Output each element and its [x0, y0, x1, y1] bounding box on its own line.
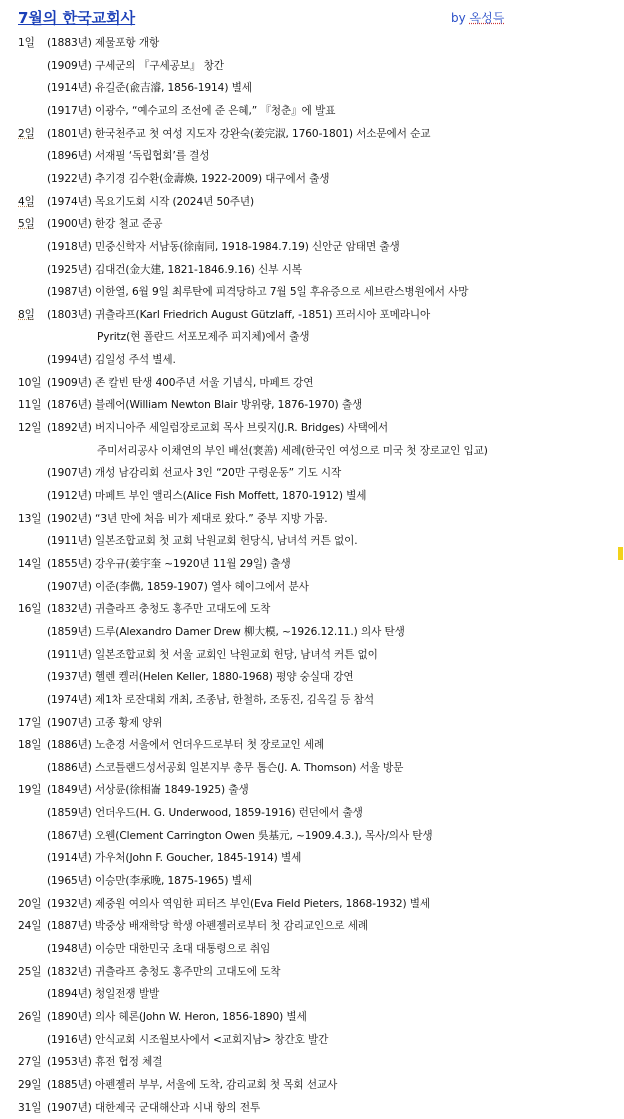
entry-day: 31일	[18, 1101, 42, 1114]
timeline-entry	[0, 485, 624, 507]
timeline-entry	[0, 259, 624, 281]
timeline-entry	[0, 734, 624, 756]
timeline-entry	[0, 281, 624, 303]
entry-text: (1894년) 청일전쟁 발발	[47, 988, 160, 1001]
entry-day: 12일	[18, 422, 42, 435]
timeline-entry	[0, 372, 624, 394]
timeline-entry	[0, 915, 624, 937]
entry-day: 1일	[18, 37, 35, 49]
timeline-entry	[0, 417, 624, 439]
timeline-entry	[0, 32, 624, 54]
entry-text: (1914년) 가우처(John F. Goucher, 1845-1914) 별세	[47, 852, 302, 865]
entry-text: (1937년) 헬렌 켈러(Helen Keller, 1880-1968) 평양 숭실대 강연	[47, 671, 354, 684]
entry-text: (1907년) 이준(李儁, 1859-1907) 열사 헤이그에서 분사	[47, 580, 309, 593]
entry-day: 29일	[18, 1078, 42, 1091]
timeline-entry	[0, 666, 624, 688]
entry-day: 13일	[18, 512, 42, 525]
entry-text: (1914년) 유길준(兪吉濬, 1856-1914) 별세	[47, 82, 252, 95]
entry-text: (1917년) 이광수, “예수교의 조선에 준 은혜,” 『청춘』에 발표	[47, 104, 336, 117]
entry-text: (1859년) 드루(Alexandro Damer Drew 柳大模, ~1926.12.11.) 의사 탄생	[47, 625, 405, 638]
timeline-entry	[0, 326, 624, 348]
page-title: 7월의 한국교회사	[18, 9, 136, 27]
entry-text: (1965년) 이승만(李承晚, 1875-1965) 별세	[47, 875, 252, 888]
entry-day: 26일	[18, 1010, 42, 1023]
timeline-entry	[0, 938, 624, 960]
entry-text: (1916년) 안식교회 시조월보사에서 <교회지남> 창간호 발간	[47, 1033, 329, 1046]
timeline-entry	[0, 304, 624, 326]
entry-text: (1885년) 아펜젤러 부부, 서울에 도착, 감리교회 첫 목회 선교사	[47, 1078, 338, 1091]
entry-text: (1907년) 대한제국 군대해산과 시내 항의 전투	[47, 1101, 261, 1114]
entry-text: (1974년) 목요기도회 시작 (2024년 50주년)	[47, 195, 255, 208]
entry-text: (1849년) 서상륜(徐相崙 1849-1925) 출생	[47, 784, 249, 797]
timeline-entry	[0, 1051, 624, 1073]
entry-text: (1876년) 블레어(William Newton Blair 방위량, 1876-1970) 출생	[47, 399, 363, 412]
entry-text: (1911년) 일본조합교회 첫 서울 교회인 낙원교회 헌당, 남녀석 커튼 없이	[47, 648, 378, 661]
entry-day: 27일	[18, 1056, 42, 1069]
entry-day: 2일	[18, 127, 35, 140]
timeline-entry	[0, 530, 624, 552]
timeline-entry	[0, 213, 624, 235]
timeline-entry	[0, 349, 624, 371]
timeline-entry	[0, 598, 624, 620]
timeline-entry	[0, 802, 624, 824]
entry-day: 25일	[18, 965, 42, 978]
entry-text: (1911년) 일본조합교회 첫 교회 낙원교회 헌당식, 남녀석 커튼 없이.	[47, 535, 358, 548]
timeline-entry	[0, 825, 624, 847]
entry-text: (1832년) 귀츨라프 충청도 홍주만의 고대도에 도착	[47, 965, 281, 978]
timeline-entry	[0, 508, 624, 530]
timeline-entry	[0, 961, 624, 983]
entry-text: Pyritz(현 폴란드 서포모제주 피지체)에서 출생	[97, 331, 310, 344]
timeline-entry	[0, 236, 624, 258]
timeline-entry	[0, 440, 624, 462]
entry-text: (1859년) 언더우드(H. G. Underwood, 1859-1916) 런던에서 출생	[47, 807, 363, 820]
entry-text: (1803년) 귀츨라프(Karl Friedrich August Gützlaff, -1851) 프러시아 포메라니아	[47, 308, 431, 321]
entry-day: 11일	[18, 399, 42, 412]
entry-day: 4일	[18, 195, 35, 208]
entry-day: 19일	[18, 784, 42, 797]
entry-text: (1883년) 제물포항 개항	[47, 37, 160, 49]
timeline-entry	[0, 779, 624, 801]
entry-day: 8일	[18, 308, 35, 321]
entry-text: (1900년) 한강 철교 준공	[47, 218, 163, 231]
timeline-entry	[0, 644, 624, 666]
timeline-entry	[0, 689, 624, 711]
timeline-entry	[0, 55, 624, 77]
entry-day: 20일	[18, 897, 42, 910]
entry-text: (1896년) 서재필 ‘독립협회’를 결성	[47, 150, 210, 163]
entry-text: (1925년) 김대건(金大建, 1821-1846.9.16) 신부 시복	[47, 263, 302, 276]
entry-text: (1912년) 마페트 부인 앨리스(Alice Fish Moffett, 1870-1912) 별세	[47, 490, 367, 502]
timeline-entry	[0, 893, 624, 915]
entry-text: (1801년) 한국천주교 첫 여성 지도자 강완숙(姜完淑, 1760-1801) 서소문에서 순교	[47, 127, 431, 140]
entry-day: 10일	[18, 376, 42, 389]
timeline-entry	[0, 576, 624, 598]
timeline-entry	[0, 123, 624, 145]
entry-text: (1994년) 김일성 주석 별세.	[47, 354, 176, 367]
entry-text: (1953년) 휴전 협정 체결	[47, 1056, 163, 1069]
entry-text: (1832년) 귀츨라프 충청도 홍주만 고대도에 도착	[47, 603, 271, 616]
timeline-entry	[0, 757, 624, 779]
timeline-entry	[0, 1029, 624, 1051]
timeline-entry	[0, 100, 624, 122]
yellow-edge-marker	[618, 547, 623, 560]
entry-text: (1907년) 고종 황제 양위	[47, 716, 163, 729]
byline-prefix: by	[451, 11, 466, 25]
timeline-entry	[0, 870, 624, 892]
timeline-entry	[0, 847, 624, 869]
entry-text: (1886년) 스코틀랜드성서공회 일본지부 총무 톰슨(J. A. Thomson) 서울 방문	[47, 761, 404, 774]
timeline-entry	[0, 394, 624, 416]
entry-text: 주미서리공사 이채연의 부인 배선(裵善) 세례(한국인 여성으로 미국 첫 장로교인 입교)	[97, 444, 488, 457]
timeline-entry	[0, 77, 624, 99]
entry-text: (1892년) 버지니아주 세일럼장로교회 목사 브릿지(J.R. Bridges) 사택에서	[47, 422, 389, 435]
entry-text: (1887년) 박중상 배재학당 학생 아펜젤러로부터 첫 감리교인으로 세례	[47, 920, 368, 933]
timeline-entry	[0, 621, 624, 643]
entry-text: (1987년) 이한열, 6월 9일 최루탄에 피격당하고 7월 5일 후유증으로 세브란스병원에서 사망	[47, 286, 469, 299]
timeline-entry	[0, 462, 624, 484]
entry-day: 24일	[18, 920, 42, 933]
timeline-entry	[0, 1074, 624, 1096]
entry-text: (1922년) 추기경 김수환(金壽煥, 1922-2009) 대구에서 출생	[47, 172, 330, 185]
entry-text: (1974년) 제1차 로잔대회 개최, 조종남, 한철하, 조동진, 김옥길 등 참석	[47, 693, 374, 706]
entry-text: (1907년) 개성 남감리회 선교사 3인 “20만 구령운동” 기도 시작	[47, 467, 342, 480]
author-name: 옥성득	[469, 11, 505, 25]
timeline-entry	[0, 712, 624, 734]
entry-text: (1932년) 제중원 여의사 역임한 피터즈 부인(Eva Field Pieters, 1868-1932) 별세	[47, 897, 431, 910]
entry-text: (1948년) 이승만 대한민국 초대 대통령으로 취임	[47, 943, 271, 955]
entry-text: (1890년) 의사 헤론(John W. Heron, 1856-1890) 별세	[47, 1010, 307, 1023]
entry-text: (1918년) 민중신학자 서남동(徐南同, 1918-1984.7.19) 신안군 암태면 출생	[47, 240, 400, 253]
timeline-entry	[0, 1097, 624, 1119]
entry-text: (1886년) 노춘경 서울에서 언더우드로부터 첫 장로교인 세례	[47, 739, 325, 752]
entry-text: (1909년) 존 칼빈 탄생 400주년 서울 기념식, 마페트 강연	[47, 376, 314, 389]
timeline-entry	[0, 145, 624, 167]
timeline-entry	[0, 191, 624, 213]
timeline-entry	[0, 168, 624, 190]
timeline-entry	[0, 553, 624, 575]
timeline-entry	[0, 983, 624, 1005]
entry-day: 5일	[18, 218, 35, 231]
entry-day: 17일	[18, 716, 42, 729]
entry-text: (1902년) “3년 만에 처음 비가 제대로 왔다.” 중부 지방 가뭄.	[47, 512, 328, 525]
entry-day: 18일	[18, 739, 42, 752]
entry-text: (1909년) 구세군의 『구세공보』 창간	[47, 59, 224, 72]
entry-day: 16일	[18, 603, 42, 616]
timeline-entry	[0, 1006, 624, 1028]
entry-text: (1867년) 오웬(Clement Carrington Owen 吳基元, ~1909.4.3.), 목사/의사 탄생	[47, 829, 433, 842]
entry-text: (1855년) 강우규(姜宇奎 ~1920년 11월 29일) 출생	[47, 557, 291, 570]
entry-day: 14일	[18, 557, 42, 570]
